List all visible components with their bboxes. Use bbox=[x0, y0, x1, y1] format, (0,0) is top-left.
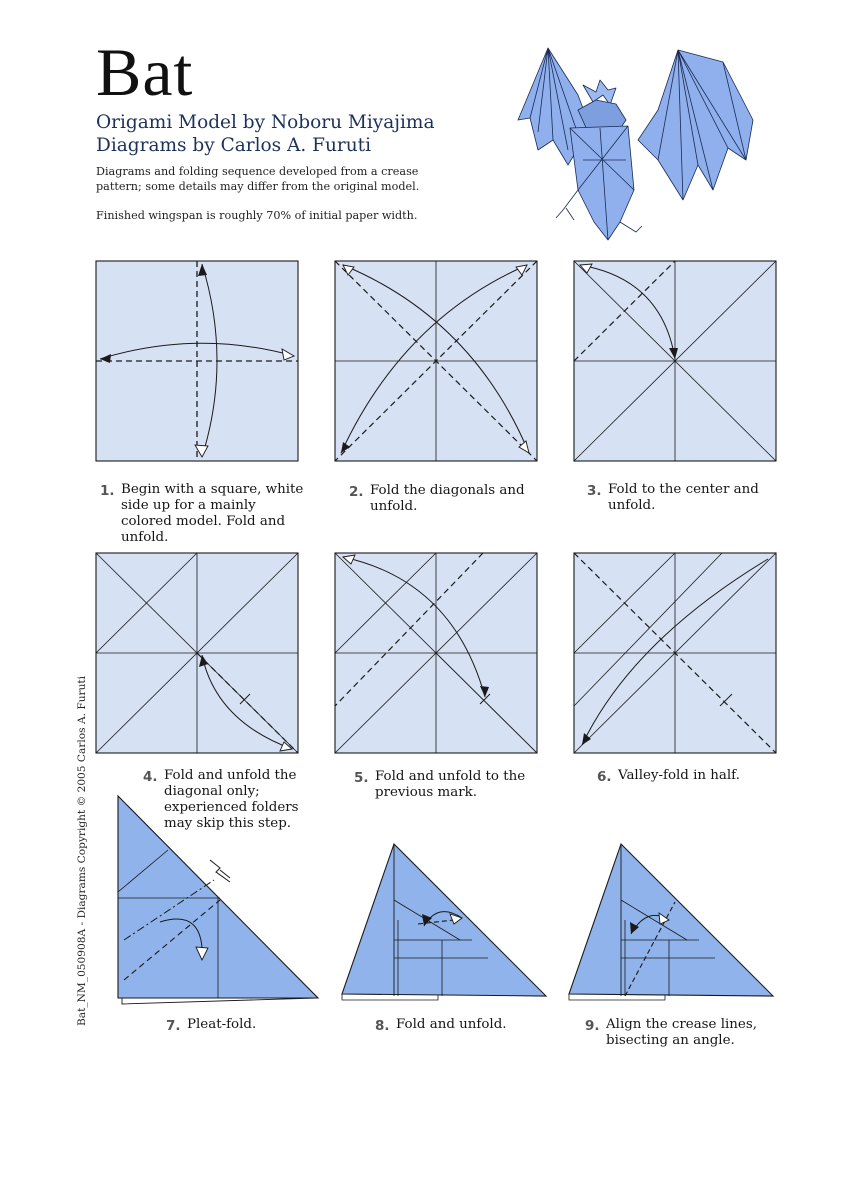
step-3-caption bbox=[587, 482, 807, 514]
finished-bat-illustration bbox=[508, 40, 768, 245]
step-5-caption bbox=[354, 769, 574, 801]
step-8-diagram bbox=[338, 840, 550, 1005]
step-7-caption bbox=[166, 1017, 366, 1033]
step-5-diagram bbox=[333, 551, 541, 757]
copyright-credit: Bat_NM_050908A - Diagrams Copyright © 2005 Carlos A. Furuti bbox=[76, 675, 88, 1026]
page-title: Bat bbox=[96, 34, 194, 110]
step-4-caption bbox=[143, 768, 343, 832]
step-1-caption bbox=[100, 482, 320, 546]
step-9-diagram bbox=[565, 840, 777, 1005]
wingspan-note: Finished wingspan is roughly 70% of initial paper width. bbox=[96, 209, 418, 222]
step-1-diagram bbox=[94, 259, 302, 465]
step-number: 5. bbox=[354, 770, 369, 786]
step-number: 6. bbox=[597, 769, 612, 785]
step-9-caption bbox=[585, 1017, 805, 1049]
step-3-diagram bbox=[572, 259, 780, 465]
step-number: 1. bbox=[100, 483, 115, 499]
crease-pattern-note: Diagrams and folding sequence developed from a crease pattern; some details may differ from the original model. bbox=[96, 165, 420, 193]
diagram-credit: Diagrams by Carlos A. Furuti bbox=[96, 135, 372, 156]
step-number: 7. bbox=[166, 1018, 181, 1034]
step-6-diagram bbox=[572, 551, 780, 757]
step-text: Valley-fold in half. bbox=[618, 768, 740, 783]
step-8-caption bbox=[375, 1017, 575, 1033]
step-2-caption bbox=[349, 483, 569, 515]
step-number: 9. bbox=[585, 1018, 600, 1034]
step-text: Fold to the center and unfold. bbox=[608, 482, 759, 513]
step-text: Align the crease lines, bisecting an angle. bbox=[606, 1017, 757, 1048]
step-number: 4. bbox=[143, 769, 158, 785]
step-4-diagram bbox=[94, 551, 302, 757]
step-number: 2. bbox=[349, 484, 364, 500]
step-text: Pleat-fold. bbox=[187, 1017, 257, 1032]
model-credit: Origami Model by Noboru Miyajima bbox=[96, 112, 435, 133]
step-6-caption bbox=[597, 768, 817, 784]
step-number: 3. bbox=[587, 483, 602, 499]
step-text: Fold and unfold. bbox=[396, 1017, 507, 1032]
credits bbox=[96, 111, 516, 157]
step-2-diagram bbox=[333, 259, 541, 465]
step-number: 8. bbox=[375, 1018, 390, 1034]
step-text: Fold the diagonals and unfold. bbox=[370, 483, 525, 514]
step-text: Begin with a square, white side up for a mainly colored model. Fold and unfold. bbox=[121, 482, 304, 545]
step-text: Fold and unfold the diagonal only; experienced folders may skip this step. bbox=[164, 768, 299, 831]
step-text: Fold and unfold to the previous mark. bbox=[375, 769, 526, 800]
